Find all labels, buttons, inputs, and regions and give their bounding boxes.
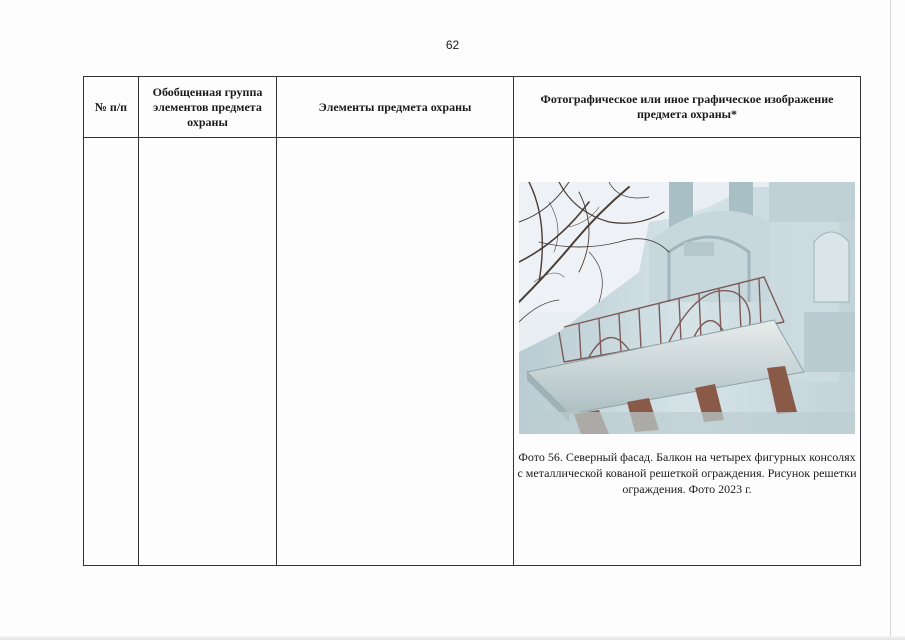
cell-number (84, 138, 139, 566)
table-row (84, 138, 861, 566)
scan-bottom-edge (0, 636, 905, 640)
cell-image (514, 138, 861, 566)
scan-edge-line (890, 0, 891, 640)
header-image: Фотографическое или иное графическое изображение предмета охраны* (514, 77, 861, 138)
protection-table (83, 76, 861, 566)
table-header-row (84, 77, 861, 138)
cell-elements (277, 138, 514, 566)
cell-group (139, 138, 277, 566)
header-group: Обобщенная группа элементов предмета охраны (139, 77, 277, 138)
header-number: № п/п (84, 77, 139, 138)
header-elements: Элементы предмета охраны (277, 77, 514, 138)
page-number: 62 (445, 38, 460, 52)
photo-caption: Фото 56. Северный фасад. Балкон на четырех фигурных консолях с металлической кованой решеткой ограждения. Рисунок решетки ограждения. Фото 2023 г. (517, 450, 857, 496)
balcony-photo (519, 182, 855, 434)
